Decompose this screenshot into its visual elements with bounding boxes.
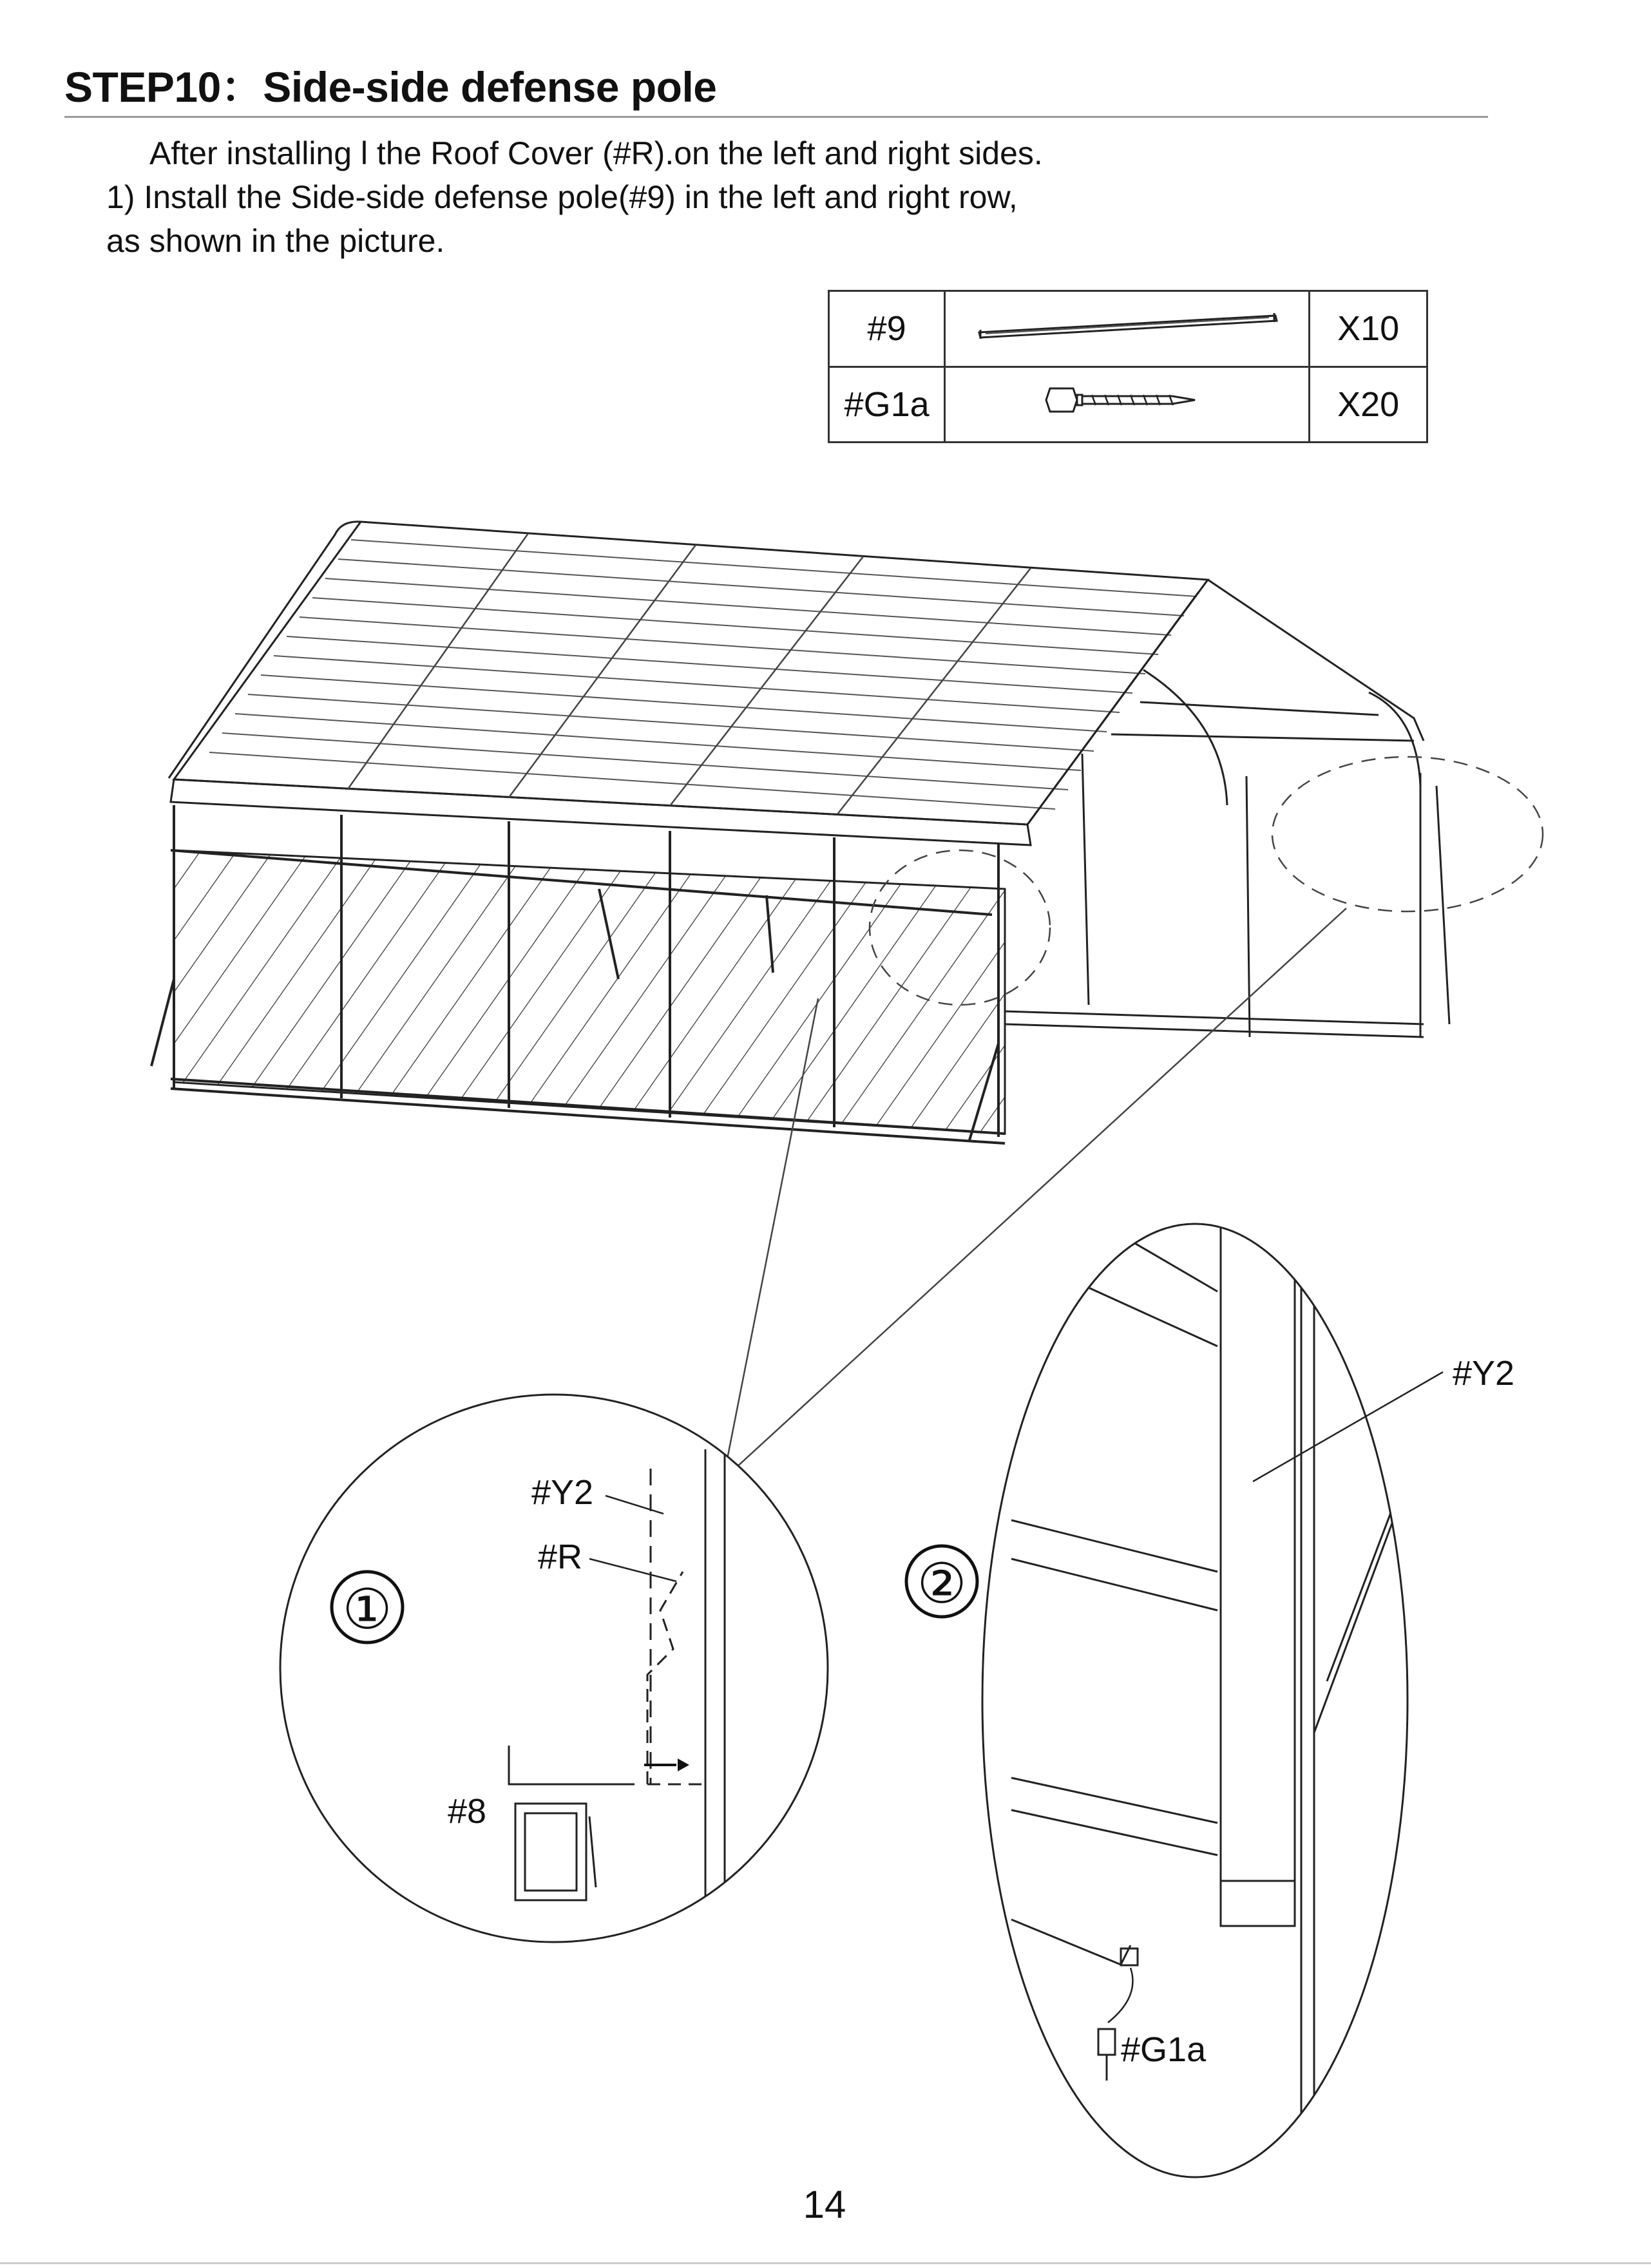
instruction-line-1: After installing l the Roof Cover (#R).on the left and right sides.	[149, 135, 1043, 171]
label-y2: #Y2	[531, 1473, 594, 1512]
detail-1	[280, 1395, 828, 1945]
label-r: #R	[538, 1538, 583, 1576]
detail-1-number: ①	[342, 1579, 392, 1641]
part-code: #9	[829, 291, 945, 367]
instruction-line-2: 1) Install the Side-side defense pole(#9) in the left and right row,	[106, 179, 1018, 215]
page-bottom-rule	[0, 2262, 1651, 2264]
instruction-line-3: as shown in the picture.	[106, 223, 445, 259]
part-quantity: X10	[1310, 291, 1427, 367]
step-title: STEP10：Side-side defense pole	[64, 63, 717, 111]
label-8: #8	[448, 1792, 487, 1831]
detail-2-number: ②	[917, 1553, 967, 1615]
part-quantity: X20	[1310, 367, 1427, 443]
detail-2	[906, 1224, 1514, 2190]
label-g1a: #G1a	[1121, 2030, 1207, 2069]
page-number: 14	[803, 2183, 846, 2226]
carport-side-wall	[151, 805, 1005, 1143]
carport-roof	[169, 522, 1208, 845]
part-code: #G1a	[829, 367, 945, 443]
label-y2: #Y2	[1453, 1354, 1515, 1393]
